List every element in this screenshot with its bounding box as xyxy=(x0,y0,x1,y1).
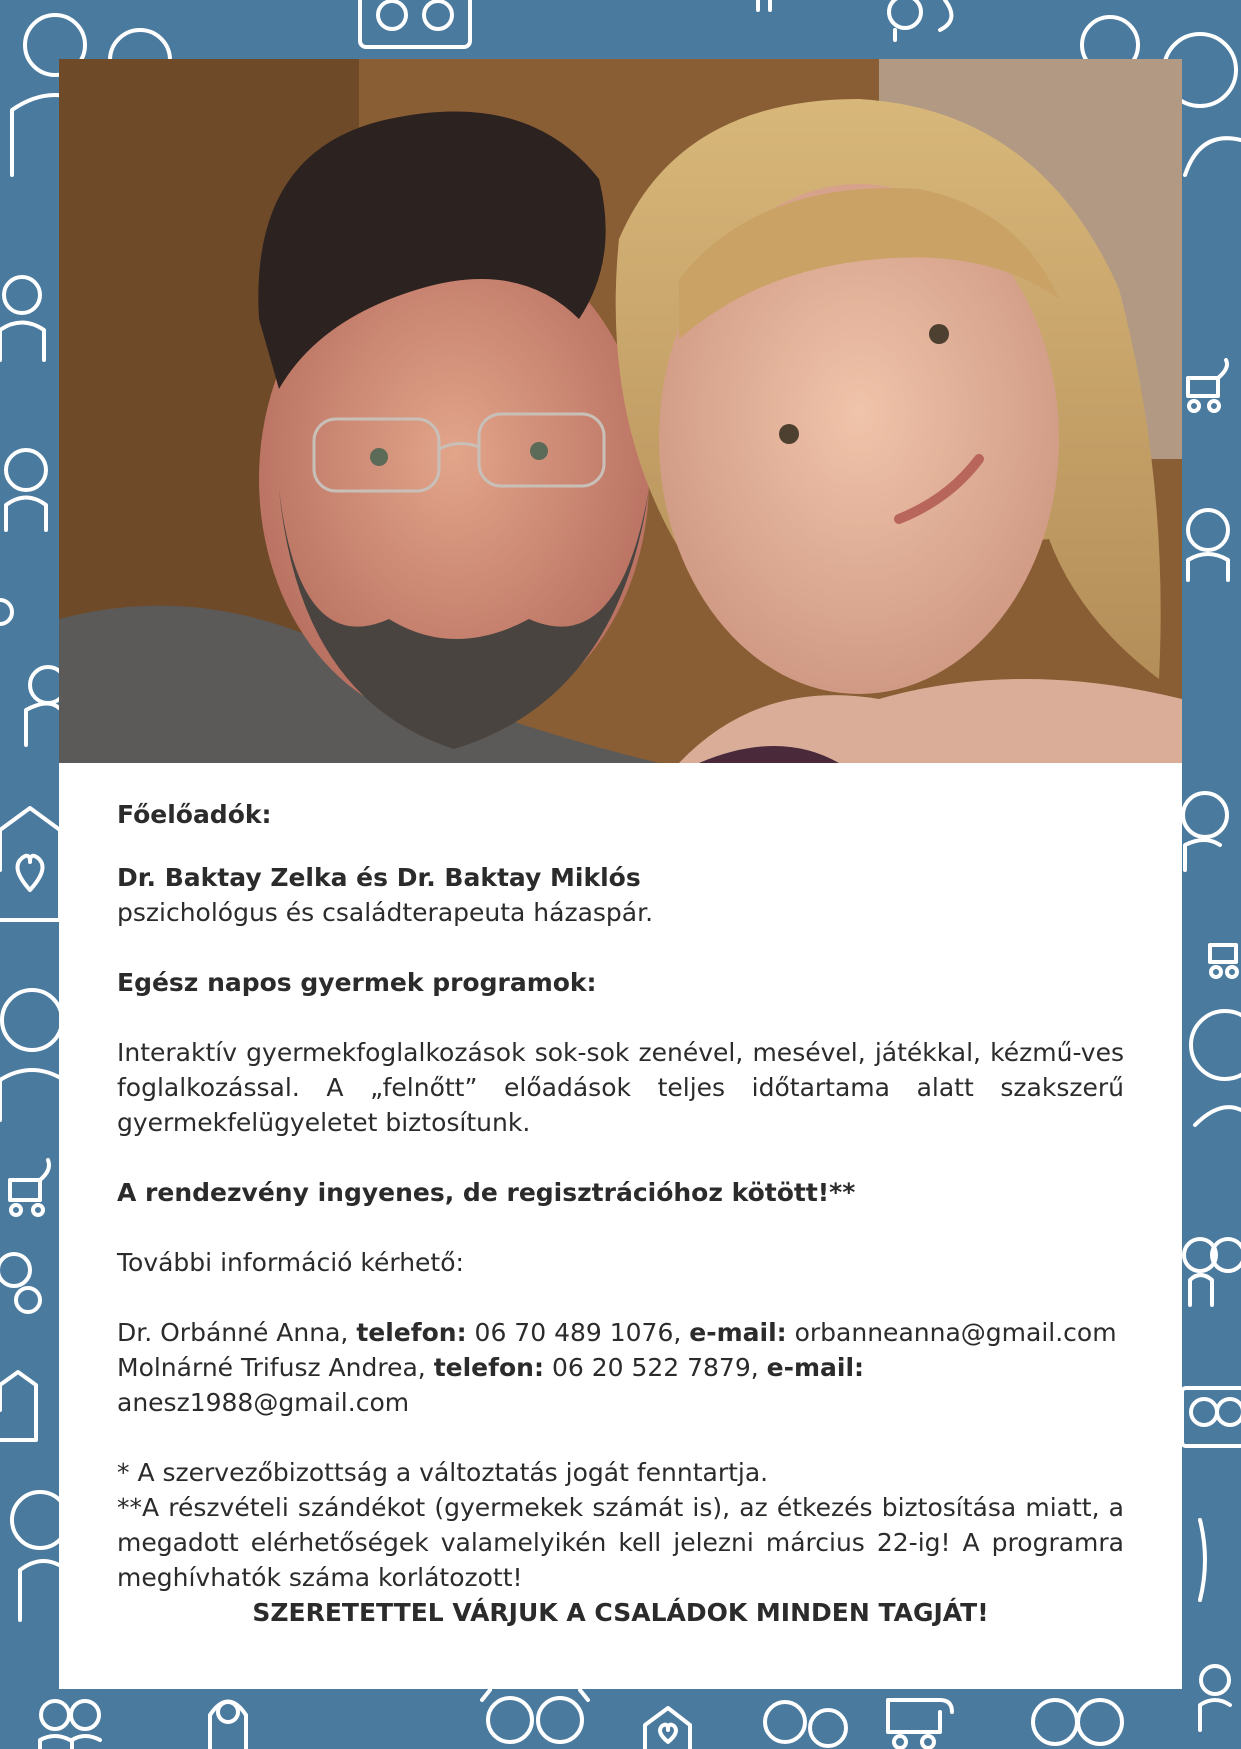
couple-right-icon xyxy=(1183,793,1227,870)
house-bottom-icon xyxy=(645,1708,690,1749)
phone-label: telefon: xyxy=(356,1318,467,1347)
person-right-icon xyxy=(1200,1520,1205,1600)
contact-name: Molnárné Trifusz Andrea, xyxy=(117,1353,426,1382)
stroller-right-icon-2 xyxy=(1210,945,1237,977)
free-registration-notice: A rendezvény ingyenes, de regisztrációhoz kötött!** xyxy=(117,1178,856,1207)
stroller-left-icon xyxy=(10,1160,49,1215)
kids-programs-heading: Egész napos gyermek programok: xyxy=(117,968,597,997)
flyer-content xyxy=(117,797,1124,1630)
children-bottom-icon xyxy=(40,1701,100,1749)
contact-phone: 06 70 489 1076, xyxy=(474,1318,682,1347)
contact-name: Dr. Orbánné Anna, xyxy=(117,1318,349,1347)
family-right-icon xyxy=(1184,1239,1241,1305)
couple-bottom-icon xyxy=(1033,1700,1122,1744)
family-right-icon-2 xyxy=(1200,1666,1230,1730)
kids-programs-body: Interaktív gyermekfoglalkozások sok-sok zenével, mesével, játékkal, kézmű-ves foglalkozással. A „felnőtt” előadások teljes időtartama alatt szakszerű gyermekfelügyeletet biztosítunk. xyxy=(117,1038,1124,1137)
stroller-bottom-icon xyxy=(888,1700,952,1748)
speakers-heading: Főelőadók: xyxy=(117,800,272,829)
child-left-icon xyxy=(6,450,46,530)
stroller-right-icon xyxy=(1188,360,1227,411)
phone-label: telefon: xyxy=(433,1353,544,1382)
children-faces-icon xyxy=(360,0,470,47)
kids-bottom-icon xyxy=(482,1690,588,1742)
contact-email: anesz1988@gmail.com xyxy=(117,1388,410,1417)
home-left-icon xyxy=(0,1372,36,1440)
woman-right-icon xyxy=(1191,1011,1241,1125)
speakers-role: pszichológus és családterapeuta házaspár. xyxy=(117,898,654,927)
grandparents-bottom-icon xyxy=(765,1702,846,1746)
grandmother-right-icon xyxy=(1188,510,1228,580)
family-top-icon xyxy=(758,0,951,40)
footnote-2: **A részvételi szándékot (gyermekek számát is), az étkezés biztosítása miatt, a megadott elérhetőségek valamelyikén kell jelezni március 22-ig! A programra meghívhatók száma korlátozott! xyxy=(117,1493,1124,1592)
contact-line-1 xyxy=(117,1315,1124,1350)
closing-line: SZERETETTEL VÁRJUK A CSALÁDOK MINDEN TAGJÁT! xyxy=(252,1598,989,1627)
email-label: e-mail: xyxy=(689,1318,787,1347)
content-card xyxy=(59,59,1182,1689)
contact-email: orbanneanna@gmail.com xyxy=(794,1318,1117,1347)
baby-bottom-icon xyxy=(210,1702,246,1749)
contact-line-2 xyxy=(117,1350,1124,1420)
speakers-names: Dr. Baktay Zelka és Dr. Baktay Miklós xyxy=(117,863,641,892)
contact-phone: 06 20 522 7879, xyxy=(551,1353,759,1382)
info-label: További információ kérhető: xyxy=(117,1248,464,1277)
footnote-1: * A szervezőbizottság a változtatás jogát fenntartja. xyxy=(117,1458,769,1487)
mother-child-left-icon xyxy=(0,1254,40,1312)
email-label: e-mail: xyxy=(766,1353,865,1382)
children-right-icon xyxy=(1182,1388,1241,1446)
house-heart-icon xyxy=(0,808,60,920)
baby-left-icon xyxy=(0,600,12,624)
man-left-icon xyxy=(0,990,64,1120)
family-left-icon-1 xyxy=(0,277,44,360)
couple-photo xyxy=(59,59,1182,763)
